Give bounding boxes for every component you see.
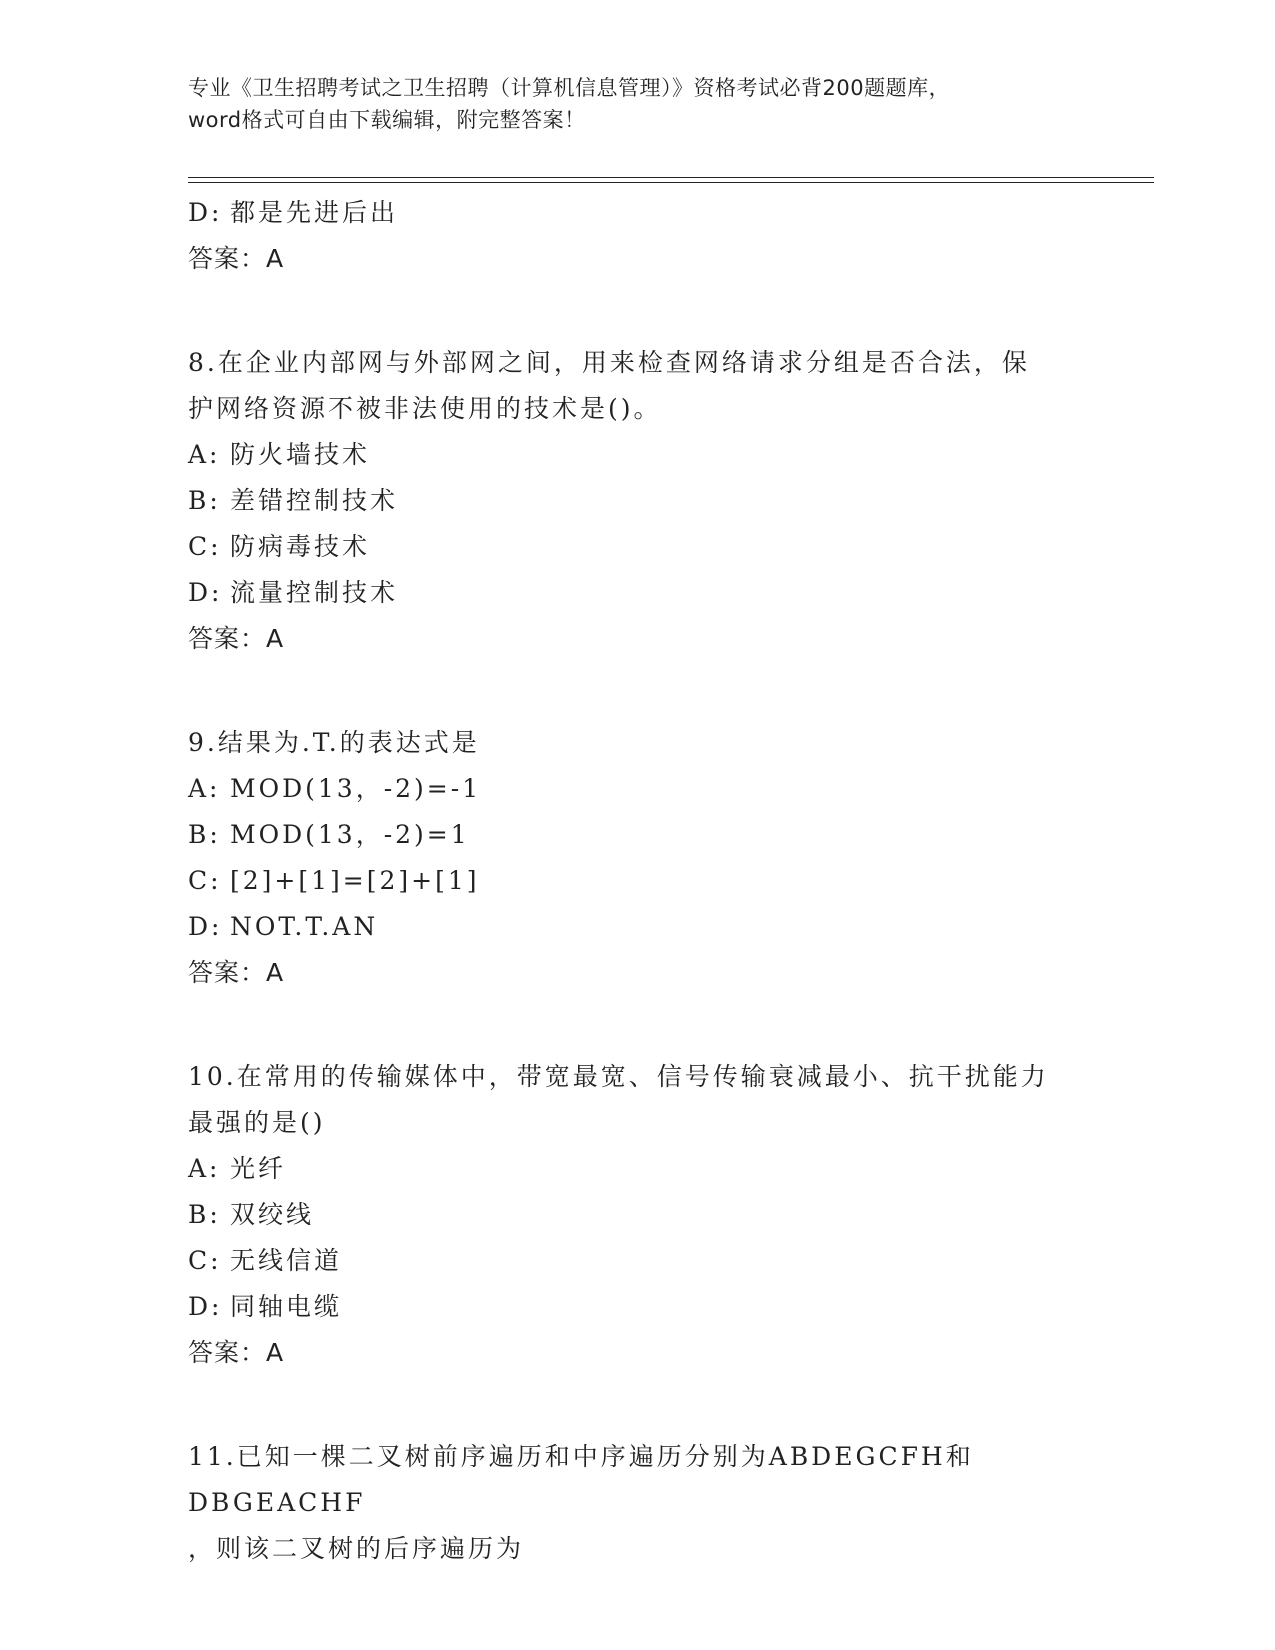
question-text-line-2: 护网络资源不被非法使用的技术是()。	[188, 394, 662, 423]
header-title-line-2: word格式可自由下载编辑，附完整答案！	[188, 108, 586, 132]
option-text: 流量控制技术	[230, 578, 399, 607]
question-text-line-1: 8.在企业内部网与外部网之间，用来检查网络请求分组是否合法，保	[188, 348, 1030, 377]
option-text: 差错控制技术	[230, 486, 399, 515]
option-c	[188, 524, 1088, 570]
option-c	[188, 858, 1088, 904]
question-text-line-1: 10.在常用的传输媒体中，带宽最宽、信号传输衰减最小、抗干扰能力	[188, 1062, 1049, 1091]
option-letter: D:	[188, 912, 223, 941]
prev-question-tail	[188, 190, 1088, 282]
option-b	[188, 1192, 1088, 1238]
option-text: 光纤	[230, 1154, 287, 1183]
option-c	[188, 1238, 1088, 1284]
answer: 答案：A	[188, 244, 285, 273]
option-a	[188, 432, 1088, 478]
option-text: 防火墙技术	[230, 440, 371, 469]
option-letter: C:	[188, 532, 222, 561]
option-text: 都是先进后出	[230, 198, 399, 227]
option-letter: D:	[188, 198, 223, 227]
option-letter: A:	[188, 440, 221, 469]
option-b	[188, 812, 1088, 858]
option-d	[188, 1284, 1088, 1330]
option-letter: D:	[188, 1292, 223, 1321]
option-d	[188, 190, 1088, 236]
question-10	[188, 1054, 1088, 1376]
question-text-line-2: 最强的是()	[188, 1108, 326, 1137]
answer: 答案：A	[188, 624, 285, 653]
option-d	[188, 904, 1088, 950]
option-text: 防病毒技术	[230, 532, 371, 561]
option-b	[188, 478, 1088, 524]
option-letter: A:	[188, 774, 221, 803]
answer: 答案：A	[188, 958, 285, 987]
header-title-line-1: 专业《卫生招聘考试之卫生招聘（计算机信息管理）》资格考试必背200题题库，	[188, 76, 951, 100]
question-8	[188, 340, 1088, 662]
option-letter: B:	[188, 1200, 221, 1229]
question-11	[188, 1434, 1088, 1572]
option-text: MOD(13，-2)=-1	[230, 774, 482, 803]
option-letter: A:	[188, 1154, 221, 1183]
question-text-line-2: ，则该二叉树的后序遍历为	[188, 1534, 525, 1563]
option-letter: C:	[188, 866, 222, 895]
option-text: [2]+[1]=[2]+[1]	[230, 866, 480, 895]
option-letter: B:	[188, 486, 221, 515]
option-text: 双绞线	[230, 1200, 315, 1229]
question-text-line-1: 9.结果为.T.的表达式是	[188, 728, 480, 757]
option-letter: B:	[188, 820, 221, 849]
question-text-line-1: 11.已知一棵二叉树前序遍历和中序遍历分别为ABDEGCFH和DBGEACHF	[188, 1442, 974, 1517]
document-body	[188, 190, 1088, 1572]
option-letter: C:	[188, 1246, 222, 1275]
question-9	[188, 720, 1088, 996]
option-text: 无线信道	[230, 1246, 343, 1275]
header-divider-bottom	[188, 182, 1154, 183]
option-text: 同轴电缆	[230, 1292, 343, 1321]
option-text: NOT.T.AN	[230, 912, 379, 941]
header-divider-top	[188, 177, 1154, 178]
option-d	[188, 570, 1088, 616]
document-header	[188, 72, 1088, 136]
option-letter: D:	[188, 578, 223, 607]
answer: 答案：A	[188, 1338, 285, 1367]
option-text: MOD(13，-2)=1	[230, 820, 470, 849]
option-a	[188, 766, 1088, 812]
option-a	[188, 1146, 1088, 1192]
